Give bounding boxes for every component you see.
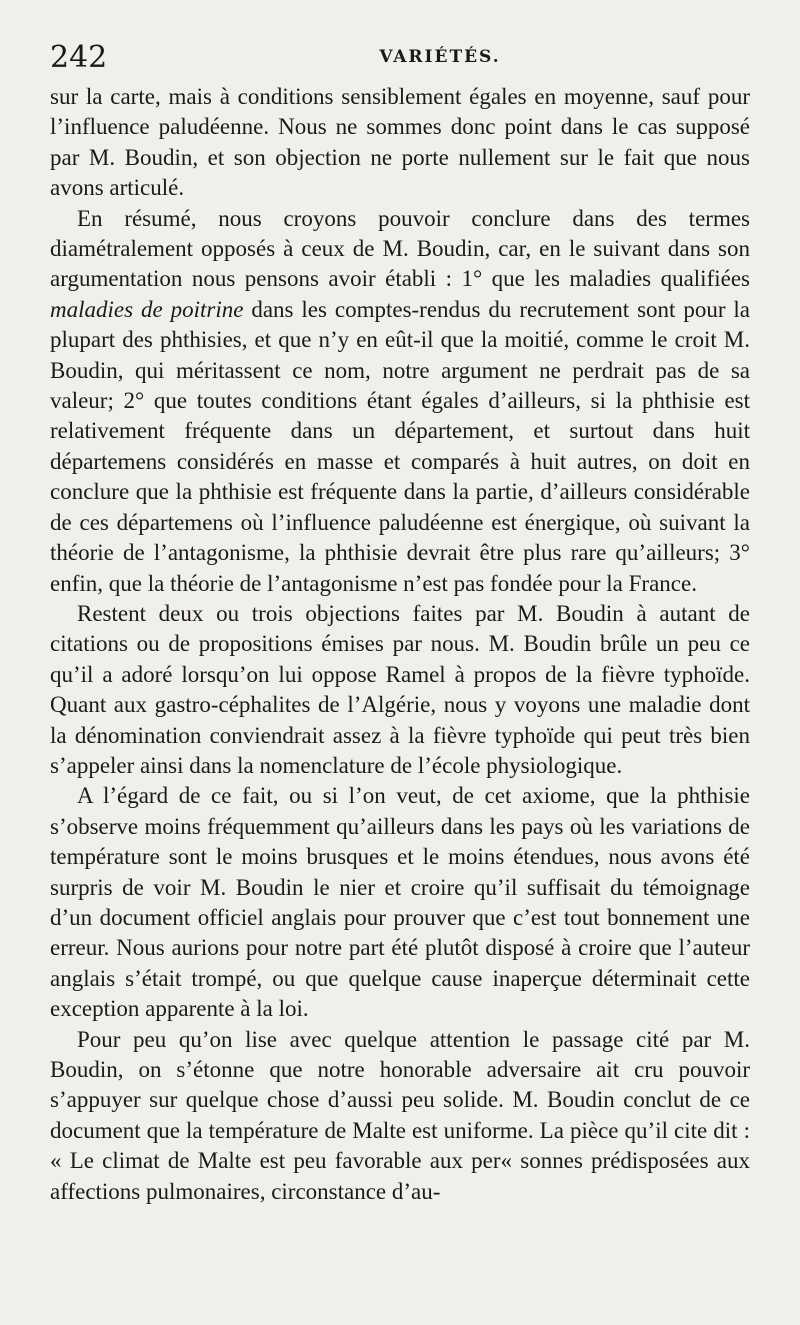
summary-text-end: dans les comptes-rendus du recrutement sont pour la plupart des phthisies, et que n’y en eût-il que la moitié, comme le croit M. Boudin, qui méritassent ce nom, notre argument ne perdrait pas de sa valeur; 2° que toutes conditions étant égales d’ailleurs, si la phthisie est relativement fréquente dans un département, et surtout dans huit départemens considérés en masse et comparés à huit autres, on doit en conclure que la phthisie est fréquente dans la partie, d’ailleurs considérable de ces départemens où l’influence paludéenne est énergique, où suivant la théorie de l’antagonisme, la phthisie devrait être plus rare qu’ailleurs; 3° enfin, que la théorie de l’antagonisme n’est pas fondée pour la France. bbox=[50, 296, 750, 596]
paragraph-malta: Pour peu qu’on lise avec quelque attention le passage cité par M. Boudin, on s’étonne que notre honorable adversaire ait cru pouvoir s’appuyer sur quelque chose d’aussi peu solide. M. Boudin conclut de ce document que la température de Malte est uniforme. La pièce qu’il cite dit : « Le climat de Malte est peu favorable aux per« sonnes prédisposées aux affections pulmonaires, circonstance d’au- bbox=[50, 1026, 750, 1204]
emphasis-maladies-de-poitrine: maladies de poitrine bbox=[50, 296, 244, 322]
paragraph-axiom: A l’égard de ce fait, ou si l’on veut, de cet axiome, que la phthisie s’observe moins fréquemment qu’ailleurs dans les pays où les variations de température sont le moins brusques et le moins étendues, nous avons été surpris de voir M. Boudin le nier et croire qu’il suffisait du témoignage d’un document officiel anglais pour prouver que c’est tout bonnement une erreur. Nous aurions pour notre part été plutôt disposé à croire que l’auteur anglais s’était trompé, ou que quelque cause inaperçue déterminait cette exception apparente à la loi. bbox=[50, 783, 750, 1022]
running-head: VARIÉTÉS. bbox=[379, 47, 501, 67]
paragraph-objections: Restent deux ou trois objections faites par M. Boudin à autant de citations ou de propositions émises par nous. M. Boudin brûle un peu ce qu’il a adoré lorsqu’on lui oppose Ramel à propos de la fièvre typhoïde. Quant aux gastro-céphalites de l’Algérie, nous y voyons une maladie dont la dénomination conviendrait assez à la fièvre typhoïde qui peut très bien s’appeler ainsi dans la nomenclature de l’école physiologique. bbox=[50, 600, 750, 778]
paragraph-summary bbox=[50, 204, 750, 599]
paragraph-continuation: sur la carte, mais à conditions sensiblement égales en moyenne, sauf pour l’influence paludéenne. Nous ne sommes donc point dans le cas supposé par M. Boudin, et son objection ne porte nullement sur le fait que nous avons articulé. bbox=[50, 84, 750, 201]
page-number: 242 bbox=[50, 40, 108, 75]
body-text bbox=[50, 82, 750, 1207]
page-header bbox=[50, 40, 750, 82]
summary-text-start: En résumé, nous croyons pouvoir conclure dans des termes diamétralement opposés à ceux de M. Boudin, car, en le suivant dans son argumentation nous pensons avoir établi : 1° que les maladies qualifiées bbox=[50, 205, 750, 292]
